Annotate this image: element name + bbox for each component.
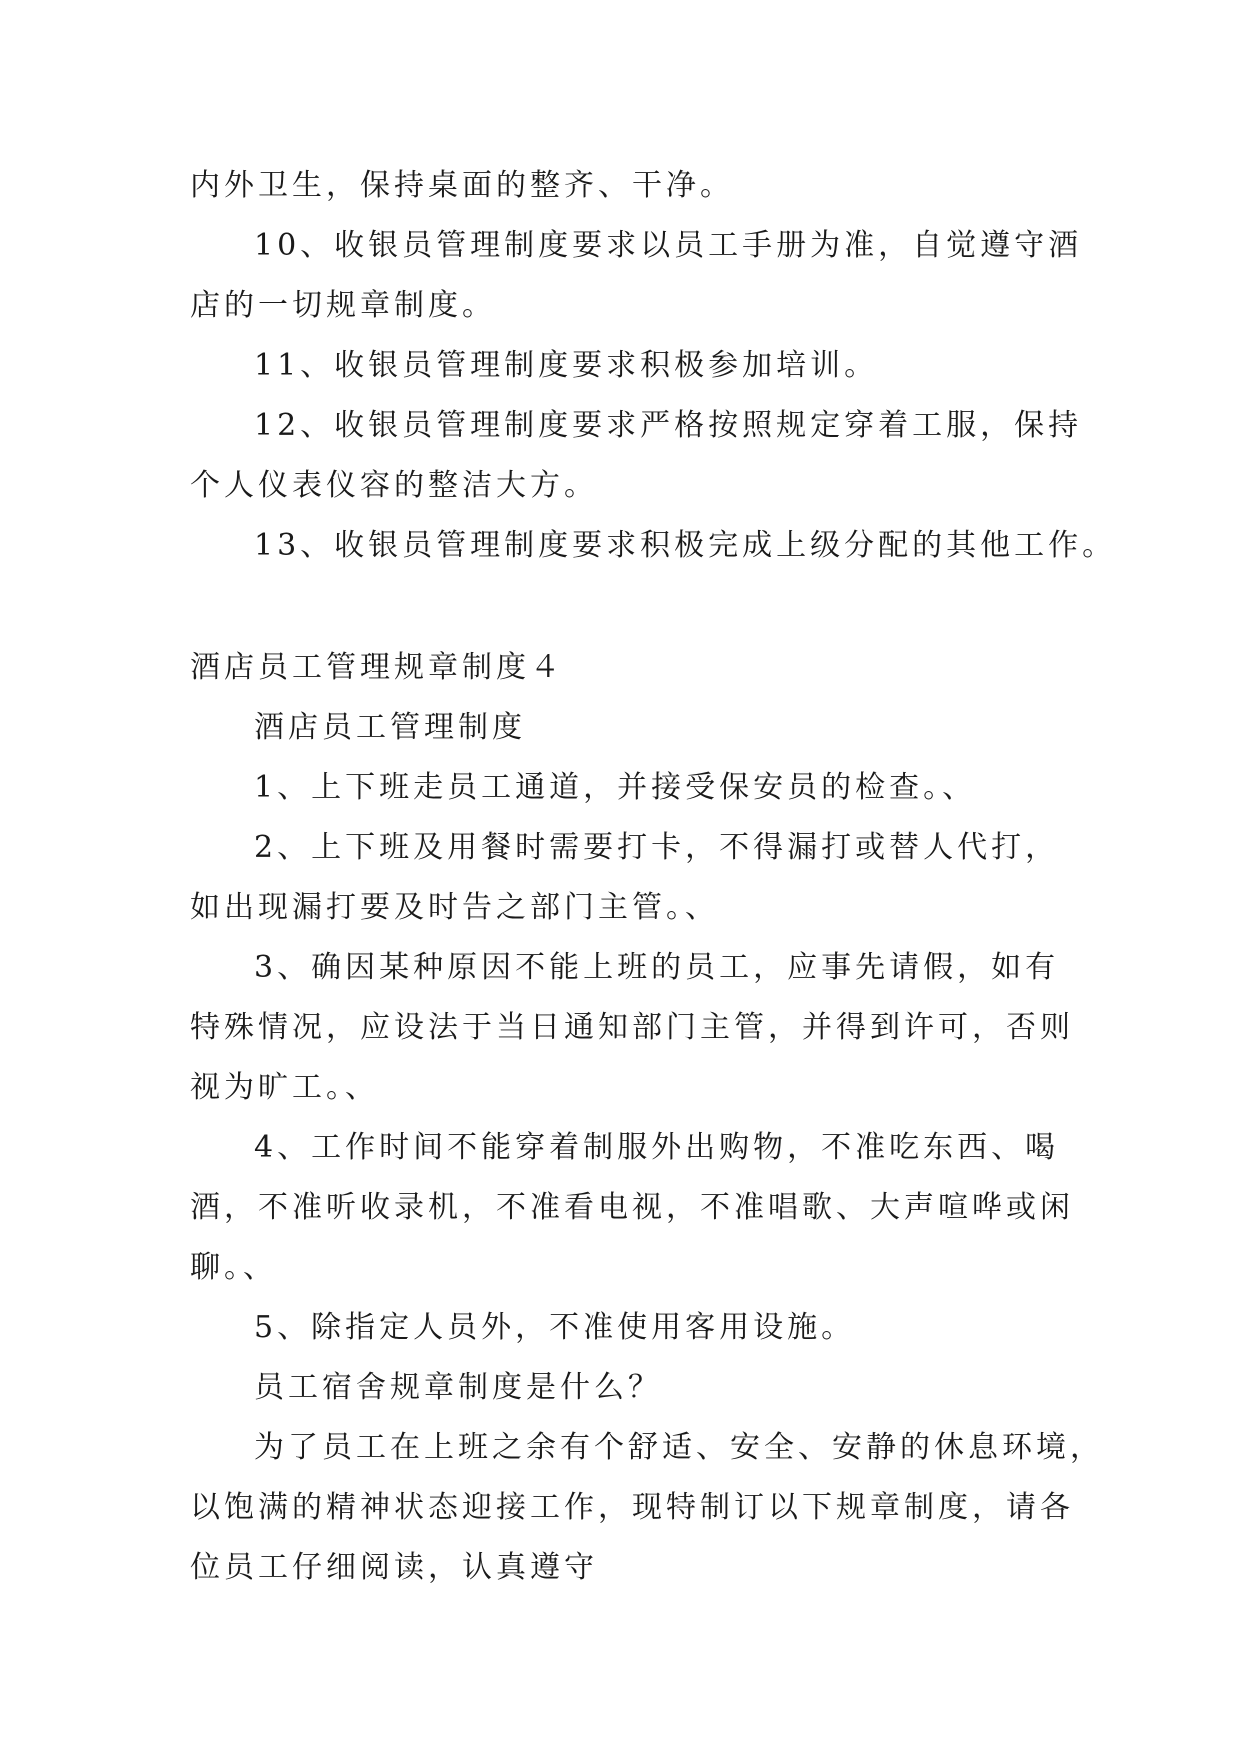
text-line: 员工宿舍规章制度是什么？	[254, 1370, 662, 1405]
text-line: 特殊情况，应设法于当日通知部门主管，并得到许可，否则	[190, 1010, 1074, 1045]
text-line: 2、上下班及用餐时需要打卡，不得漏打或替人代打，	[254, 830, 1060, 865]
text-line: 店的一切规章制度。	[190, 288, 496, 323]
text-line: 3、确因某种原因不能上班的员工，应事先请假，如有	[254, 950, 1060, 985]
text-line: 13、收银员管理制度要求积极完成上级分配的其他工作。	[254, 528, 1117, 563]
text-line: 位员工仔细阅读，认真遵守	[190, 1550, 598, 1585]
text-line: 10、收银员管理制度要求以员工手册为准，自觉遵守酒	[254, 228, 1083, 263]
text-line: 聊。、	[190, 1250, 277, 1285]
text-line: 12、收银员管理制度要求严格按照规定穿着工服，保持	[254, 408, 1083, 443]
text-line: 以饱满的精神状态迎接工作，现特制订以下规章制度，请各	[190, 1490, 1074, 1525]
section-heading: 酒店员工管理规章制度４	[190, 650, 564, 685]
text-line: 视为旷工。、	[190, 1070, 379, 1105]
text-line: 1、上下班走员工通道，并接受保安员的检查。、	[254, 770, 977, 805]
section-gap	[190, 576, 1058, 638]
text-line: 4、工作时间不能穿着制服外出购物，不准吃东西、喝	[254, 1130, 1060, 1165]
text-line: 为了员工在上班之余有个舒适、安全、安静的休息环境，	[254, 1430, 1104, 1465]
text-line: 个人仪表仪容的整洁大方。	[190, 468, 598, 503]
text-line: 内外卫生，保持桌面的整齐、干净。	[190, 168, 734, 203]
text-line: 5、除指定人员外，不准使用客用设施。	[254, 1310, 856, 1345]
document-page	[190, 156, 1117, 1598]
text-line: 酒，不准听收录机，不准看电视，不准唱歌、大声喧哗或闲	[190, 1190, 1074, 1225]
text-line: 如出现漏打要及时告之部门主管。、	[190, 890, 719, 925]
text-line: 11、收银员管理制度要求积极参加培训。	[254, 348, 879, 383]
text-line: 酒店员工管理制度	[254, 710, 526, 745]
